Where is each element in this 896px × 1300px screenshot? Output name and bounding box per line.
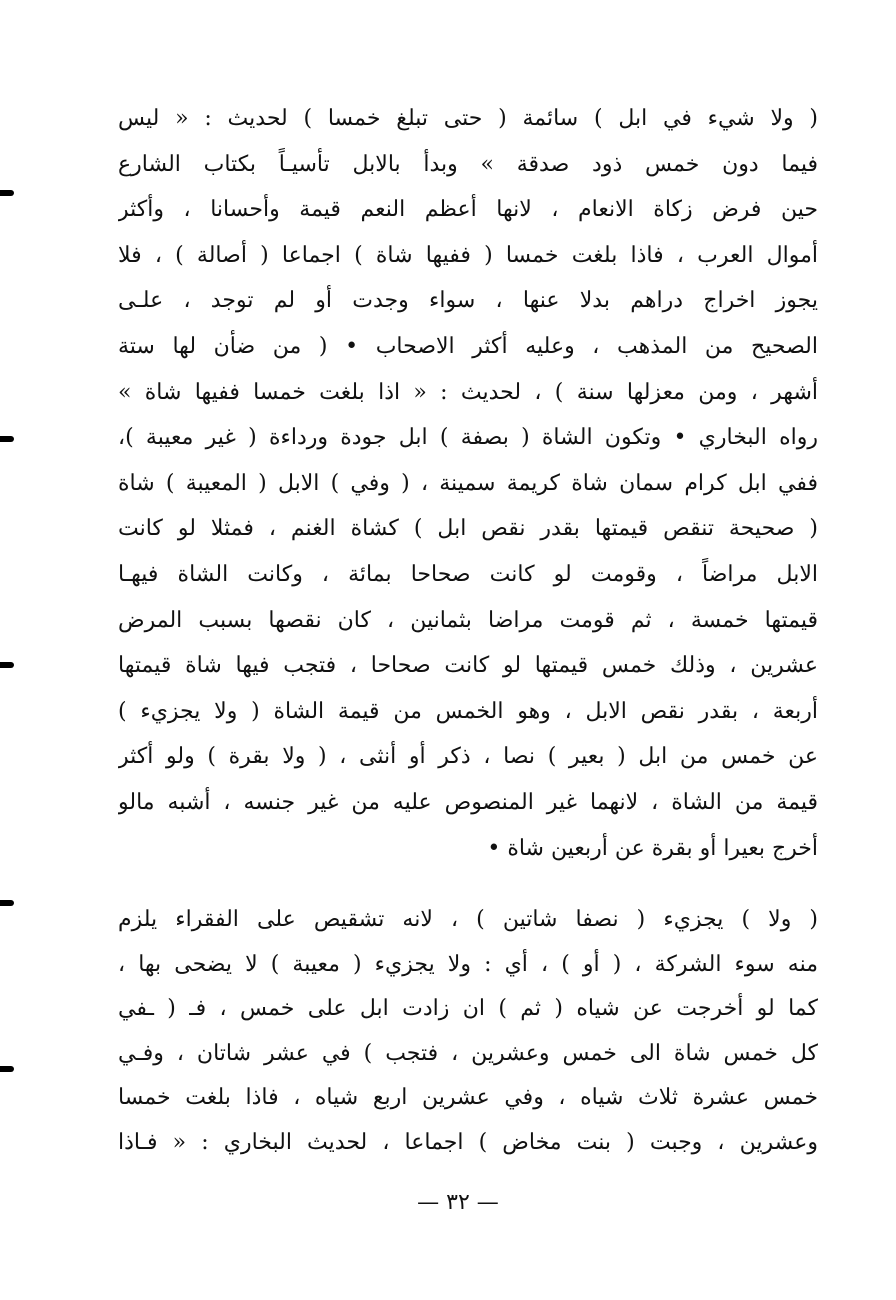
- text-line: الابل مراضاً ، وقومت لو كانت صحاحا بمائة ، وكانت الشاة فيهـا: [118, 561, 818, 587]
- text-line: يجوز اخراج دراهم بدلا عنها ، سواء وجدت أو لم توجد ، علـى: [118, 288, 818, 314]
- text-line: قيمة من الشاة ، لانهما غير المنصوص عليه من غير جنسه ، أشبه مالو: [118, 789, 818, 815]
- text-line: منه سوء الشركة ، ( أو ) ، أي : ولا يجزيء ( معيبة ) لا يضحى بها ،: [118, 951, 818, 977]
- text-line: عشرين ، وذلك خمس قيمتها لو كانت صحاحا ، فتجب فيها شاة قيمتها: [118, 653, 818, 679]
- page-number: — ٣٢ —: [417, 1190, 499, 1215]
- edge-binding-mark: [0, 662, 14, 668]
- text-line: ففي ابل كرام سمان شاة كريمة سمينة ، ( وفي ) الابل ( المعيبة ) شاة: [118, 470, 818, 496]
- edge-binding-mark: [0, 900, 14, 906]
- text-line: أخرج بعيرا أو بقرة عن أربعين شاة •: [487, 835, 818, 861]
- text-line: كل خمس شاة الى خمس وعشرين ، فتجب ) في عشر شاتان ، وفـي: [118, 1040, 818, 1066]
- text-line: رواه البخاري • وتكون الشاة ( بصفة ) ابل جودة ورداءة ( غير معيبة )،: [118, 425, 818, 451]
- text-line: أشهر ، ومن معزلها سنة ) ، لحديث : « اذا بلغت خمسا ففيها شاة »: [118, 379, 818, 405]
- paragraph-camels-zakat: [118, 96, 818, 871]
- text-line: قيمتها خمسة ، ثم قومت مراضا بثمانين ، كان نقصها بسبب المرض: [118, 607, 818, 633]
- text-line: كما لو أخرجت عن شياه ( ثم ) ان زادت ابل على خمس ، فـ ( ـفي: [118, 996, 818, 1022]
- edge-binding-mark: [0, 190, 14, 196]
- text-line: ( صحيحة تنقص قيمتها بقدر نقص ابل ) كشاة الغنم ، فمثلا لو كانت: [118, 516, 818, 542]
- text-line: أربعة ، بقدر نقص الابل ، وهو الخمس من قيمة الشاة ( ولا يجزيء ): [118, 698, 818, 724]
- text-line: ( ولا ) يجزيء ( نصفا شاتين ) ، لانه تشقيص على الفقراء يلزم: [118, 907, 818, 932]
- text-line: ( ولا شيء في ابل ) سائمة ( حتى تبلغ خمسا ) لحديث : « ليس: [118, 106, 818, 131]
- text-line: عن خمس من ابل ( بعير ) نصا ، ذكر أو أنثى ، ( ولا بقرة ) ولو أكثر: [118, 744, 818, 770]
- text-line: أموال العرب ، فاذا بلغت خمسا ( ففيها شاة ) اجماعا ( أصالة ) ، فلا: [118, 242, 818, 268]
- paragraph-two-halves: [118, 898, 818, 1166]
- text-line: حين فرض زكاة الانعام ، لانها أعظم النعم قيمة وأحسانا ، وأكثر: [118, 197, 818, 223]
- text-line: خمس عشرة ثلاث شياه ، وفي عشرين اربع شياه ، فاذا بلغت خمسا: [118, 1085, 818, 1111]
- edge-binding-mark: [0, 436, 14, 442]
- text-line: وعشرين ، وجبت ( بنت مخاض ) اجماعا ، لحديث البخاري : « فـاذا: [118, 1129, 818, 1155]
- text-line: فيما دون خمس ذود صدقة » وبدأ بالابل تأسيـاً بكتاب الشارع: [118, 151, 818, 177]
- edge-binding-mark: [0, 1066, 14, 1072]
- text-line: الصحيح من المذهب ، وعليه أكثر الاصحاب • ( من ضأن لها ستة: [118, 333, 818, 359]
